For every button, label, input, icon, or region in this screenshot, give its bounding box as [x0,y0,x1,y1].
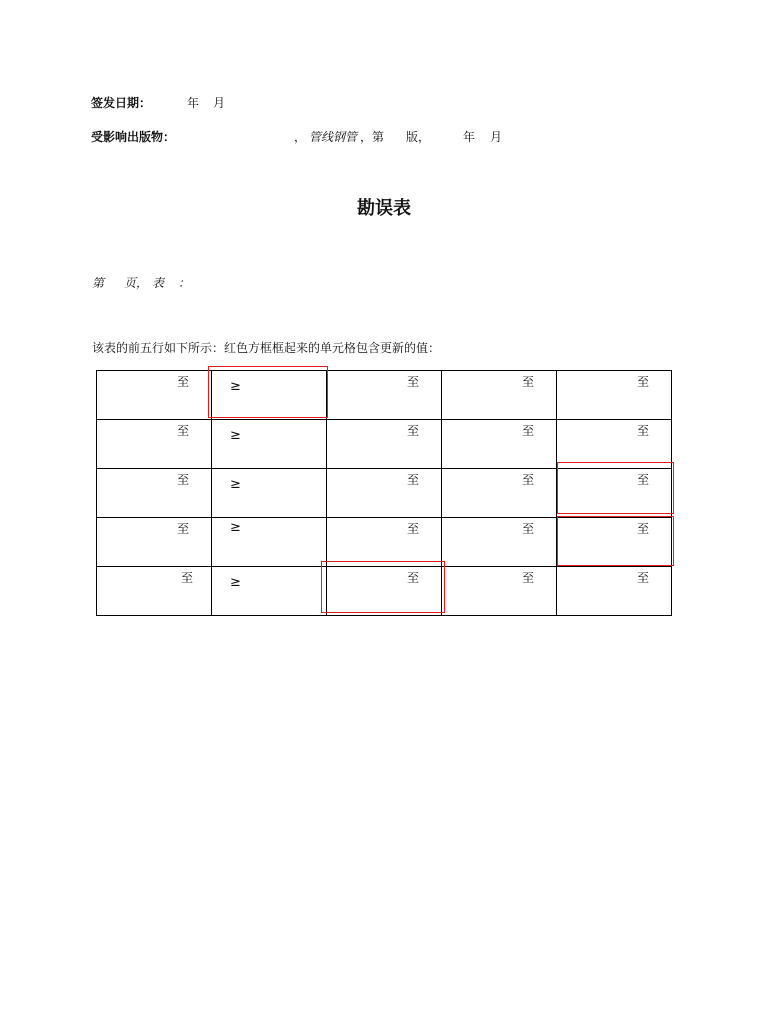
cell-value: 至 [521,571,534,585]
cell-value: 至 [636,522,649,536]
table-cell [557,567,672,616]
issue-date-month: 月 [213,96,226,110]
page-title: 勘误表 [357,198,411,219]
table-cell [442,420,557,469]
cell-value: 至 [406,424,419,438]
table-cell [97,371,212,420]
errata-table [96,370,672,616]
table-ref-prefix: 表 [152,276,165,290]
page-ref-prefix: 第 [92,276,105,290]
issue-date-label: 签发日期： [91,96,152,110]
cell-value: ≥ [230,520,241,535]
cell-value: 至 [176,375,189,389]
cell-value: 至 [521,375,534,389]
table-cell [212,420,327,469]
publication-separator: ， [294,130,307,144]
cell-value: 至 [176,424,189,438]
table-cell [212,469,327,518]
table-cell [442,371,557,420]
cell-value: 至 [636,375,649,389]
table-cell [327,420,442,469]
cell-value: 至 [180,571,193,585]
table-cell [97,567,212,616]
table-cell [327,469,442,518]
table-cell [557,371,672,420]
cell-value: 至 [521,522,534,536]
cell-value: ≥ [230,477,241,492]
table-ref-colon: ： [178,276,191,290]
table-cell [557,469,672,518]
table-cell [327,371,442,420]
table-cell [212,567,327,616]
publication-edition-suffix: 版， [406,130,431,144]
publication-book-title: 管线钢管 [309,130,358,144]
publication-edition-prefix: ，第 [360,130,385,144]
table-cell [327,567,442,616]
page-ref-suffix: 页， [124,276,149,290]
cell-value: 至 [176,473,189,487]
issue-date-year: 年 [187,96,200,110]
cell-value: ≥ [230,428,241,443]
cell-value: ≥ [230,379,241,394]
table-cell [557,518,672,567]
cell-value: 至 [406,473,419,487]
intro-text: 该表的前五行如下所示：红色方框框起来的单元格包含更新的值： [92,341,441,355]
table-cell [97,420,212,469]
table-row [97,567,672,616]
cell-value: ≥ [230,575,241,590]
table-cell [327,518,442,567]
cell-value: 至 [521,424,534,438]
cell-value: 至 [636,571,649,585]
table-row [97,469,672,518]
table-row [97,371,672,420]
publication-month: 月 [490,130,503,144]
table-row [97,518,672,567]
cell-value: 至 [406,571,419,585]
cell-value: 至 [521,473,534,487]
cell-value: 至 [636,424,649,438]
table-cell [442,567,557,616]
cell-value: 至 [406,522,419,536]
table-cell [442,518,557,567]
table-cell [97,469,212,518]
publication-year: 年 [463,130,476,144]
table-cell [97,518,212,567]
table-cell [212,371,327,420]
table-row [97,420,672,469]
table-cell [557,420,672,469]
affected-publication-label: 受影响出版物： [91,130,176,144]
cell-value: 至 [406,375,419,389]
table-cell [212,518,327,567]
cell-value: 至 [636,473,649,487]
cell-value: 至 [176,522,189,536]
table-cell [442,469,557,518]
